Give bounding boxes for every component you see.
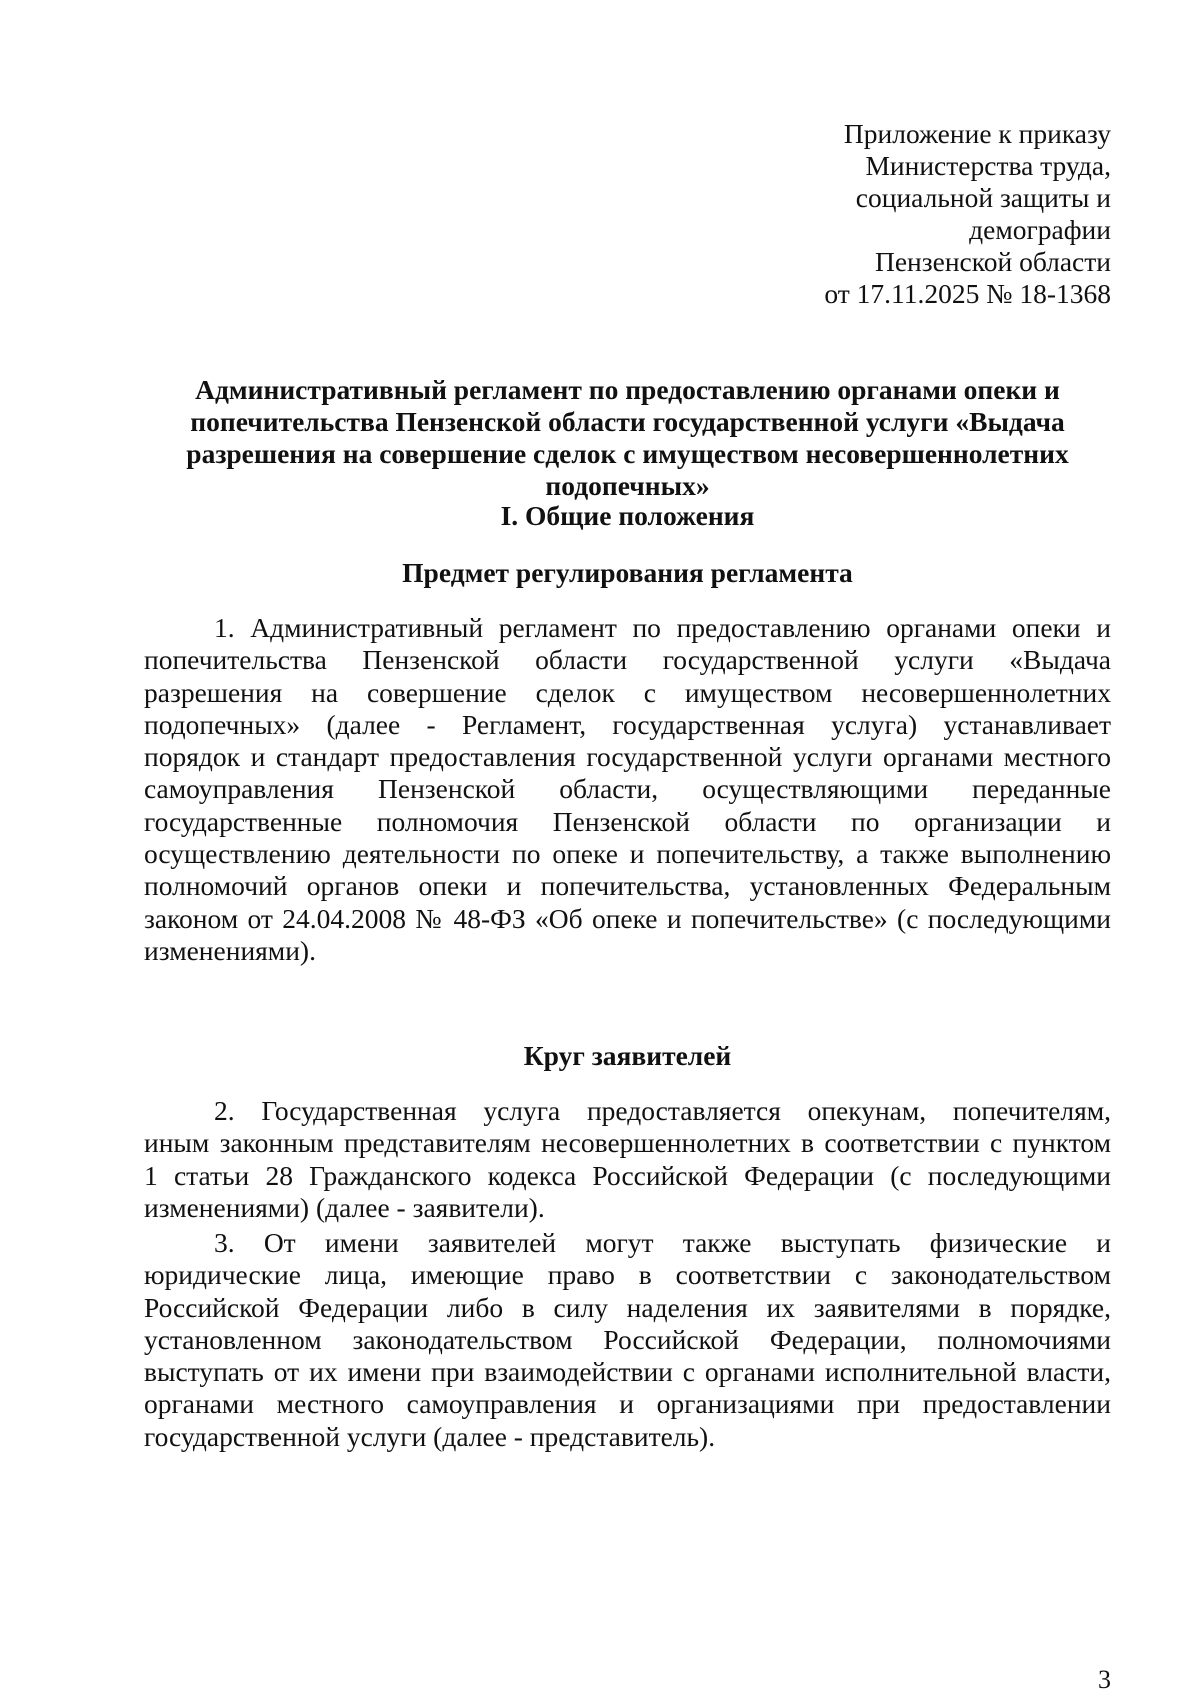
document-title (144, 374, 1111, 502)
paragraph-line: изменениями) (далее - заявители). (144, 1191, 545, 1223)
appendix-line: Приложение к приказу (843, 118, 1111, 149)
appendix-reference (751, 118, 1111, 310)
appendix-line: Министерства труда, (865, 150, 1111, 181)
title-line: разрешения на совершение сделок с имуществом несовершеннолетних (186, 438, 1069, 469)
paragraph-line: юридические лица, имеющие право в соответствии с законодательством (144, 1259, 1111, 1291)
paragraph-line: порядок и стандарт предоставления государственной услуги органами местного (144, 741, 1111, 773)
paragraph-line: 3. От имени заявителей могут также выступать физические и (214, 1227, 1111, 1258)
appendix-line: от 17.11.2025 № 18-1368 (824, 278, 1111, 309)
page-number: 3 (1098, 1665, 1111, 1694)
paragraph-line: государственные полномочия Пензенской области по организации и (144, 805, 1111, 837)
title-line: Административный регламент по предоставлению органами опеки и (195, 374, 1060, 405)
paragraph-line: органами местного самоуправления и организациями при предоставлении (144, 1388, 1111, 1420)
paragraph-line: самоуправления Пензенской области, осуществляющими переданные (144, 773, 1111, 805)
paragraph-line: полномочий органов опеки и попечительства, установленных Федеральным (144, 870, 1111, 902)
section-heading: I. Общие положения (500, 500, 755, 531)
paragraph-line: 1. Административный регламент по предоставлению органами опеки и (214, 612, 1111, 643)
title-line: подопечных» (545, 470, 710, 501)
paragraph-line: разрешения на совершение сделок с имуществом несовершеннолетних (144, 676, 1111, 708)
paragraph-2 (144, 1095, 1111, 1224)
appendix-line: Пензенской области (874, 246, 1111, 277)
paragraph-line: законом от 24.04.2008 № 48-ФЗ «Об опеке и попечительстве» (с последующими (144, 902, 1111, 934)
paragraph-line: 2. Государственная услуга предоставляется опекунам, попечителям, (214, 1095, 1111, 1126)
paragraph-line: осуществлению деятельности по опеке и попечительству, а также выполнению (144, 838, 1111, 870)
paragraph-line: попечительства Пензенской области государственной услуги «Выдача (144, 644, 1111, 676)
paragraph-line: государственной услуги (далее - представитель). (144, 1420, 716, 1452)
title-line: попечительства Пензенской области государственной услуги «Выдача (190, 406, 1065, 437)
paragraph-line: Российской Федерации либо в силу наделения их заявителями в порядке, (144, 1291, 1111, 1323)
paragraph-3 (144, 1227, 1111, 1453)
appendix-line: социальной защиты и (855, 182, 1111, 213)
paragraph-1 (144, 612, 1111, 967)
paragraph-line: установленном законодательством Российской Федерации, полномочиями (144, 1323, 1111, 1355)
paragraph-line: изменениями). (144, 934, 316, 966)
applicants-heading: Круг заявителей (523, 1040, 732, 1071)
subsection-heading: Предмет регулирования регламента (402, 557, 853, 588)
paragraph-line: иным законным представителям несовершеннолетних в соответствии с пунктом (144, 1127, 1111, 1159)
paragraph-line: выступать от их имени при взаимодействии с органами исполнительной власти, (144, 1356, 1111, 1388)
paragraph-line: 1 статьи 28 Гражданского кодекса Российской Федерации (с последующими (144, 1159, 1111, 1191)
paragraph-line: подопечных» (далее - Регламент, государственная услуга) устанавливает (144, 708, 1111, 740)
appendix-line: демографии (969, 214, 1111, 245)
